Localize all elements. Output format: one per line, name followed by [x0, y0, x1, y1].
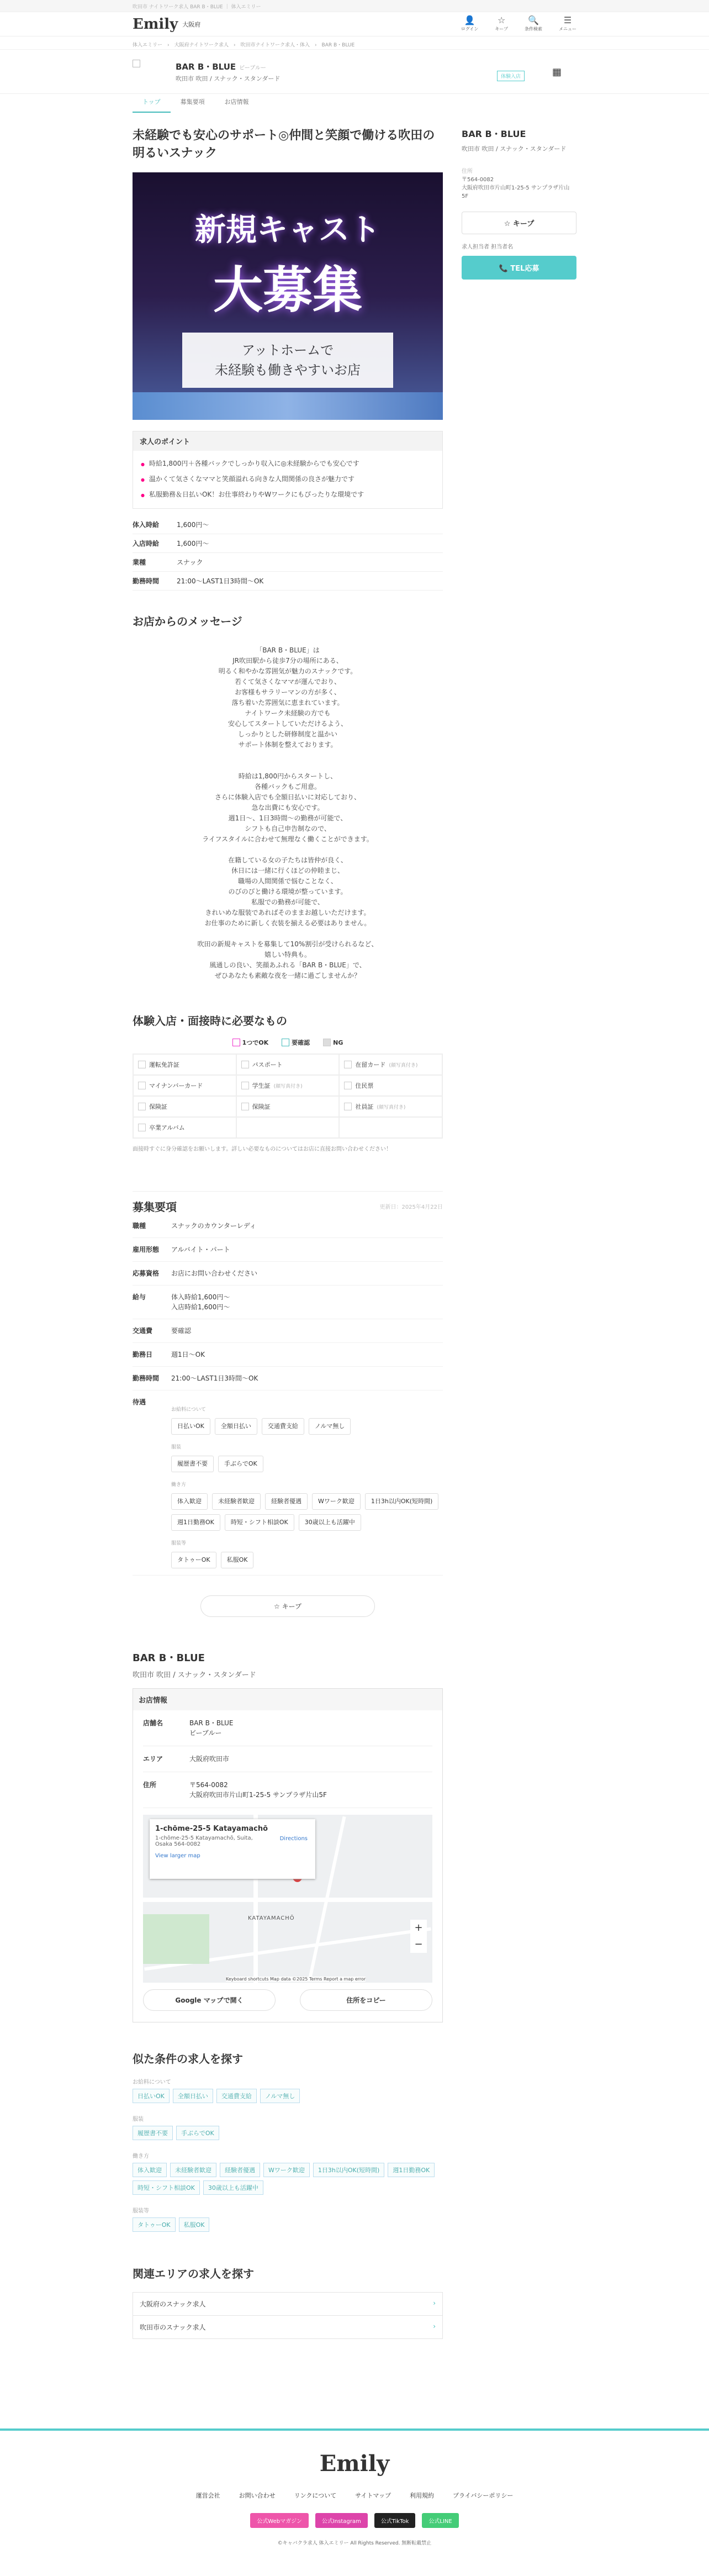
info-key: 店舗名	[143, 1719, 163, 1727]
site-header	[0, 12, 709, 36]
tag[interactable]: 1日3h以内OK(短時間)	[313, 2163, 384, 2177]
id-legend: 1つでOK 要確認 NG	[133, 1038, 443, 1047]
topbar: 吹田市 ナイトワーク求人 BAR B・BLUE ｜ 体入エミリー	[0, 0, 709, 12]
summary-value: 1,600円〜	[177, 540, 209, 547]
id-item	[133, 1054, 236, 1075]
id-note: 面接時すぐに身分確認をお願いします。詳しい必要なものについてはお店に直接お問い合わせください！	[133, 1146, 391, 1152]
info-key: エリア	[143, 1755, 163, 1763]
footer-link[interactable]: 運営会社	[195, 2492, 220, 2499]
tag[interactable]: 時短・シフト相談OK	[133, 2180, 200, 2195]
message-title: お店からのメッセージ	[133, 615, 242, 628]
footer-logo[interactable]: Emily	[319, 2451, 390, 2477]
tag[interactable]: 交通費支給	[216, 2089, 257, 2103]
tag[interactable]: 交通費支給	[262, 1418, 304, 1435]
similar-section	[133, 2050, 443, 2232]
chevron-right-icon: ›	[433, 2322, 436, 2330]
header-ログイン-button[interactable]	[461, 16, 479, 32]
keep-button[interactable]: ☆ キープ	[200, 1595, 375, 1617]
summary-row	[133, 572, 443, 591]
id-name: 運転免許証	[149, 1061, 179, 1068]
side-card	[462, 127, 576, 280]
tag-group-label: お給料について	[171, 1407, 206, 1413]
tag[interactable]: 日払いOK	[133, 2089, 170, 2103]
footer-link[interactable]: プライバシーポリシー	[452, 2492, 514, 2499]
summary-row	[133, 553, 443, 572]
related-label: 大阪府のスナック求人	[140, 2300, 206, 2308]
header-icons	[461, 16, 576, 32]
id-check-icon	[241, 1103, 249, 1110]
site-logo[interactable]: Emily 大阪府	[133, 15, 201, 33]
hero-box: アットホームで 未経験も働きやすいお店	[182, 333, 393, 388]
related-link[interactable]	[133, 2315, 443, 2339]
tag-list	[133, 2089, 443, 2103]
job-points: 求人のポイント ● 時給1,800円＋各種バックでしっかり収入に◎未経験からでも安心です ● 温かくて気さくなママと笑顔溢れる向きな人間関係の良さが魅力です ● 私服勤務＆日払いOK！お仕事終わりやWワークにもぴったりな環境です	[133, 431, 443, 509]
side-address: 住所 〒564-0082 大阪府吹田市片山町1-25-5 サンプラザ片山 5F	[462, 168, 570, 199]
id-check-icon	[138, 1103, 146, 1110]
footer	[0, 2429, 709, 2576]
tag-list	[171, 1418, 443, 1435]
id-check-icon	[241, 1082, 249, 1089]
id-note: (顔写真付き)	[377, 1104, 406, 1110]
shop-message: 「BAR B・BLUE」は JR吹田駅から徒歩7分の場所にある、 明るく和やかな雰囲気が魅力のスナックです。 若くて気さくなママが運んでおり、 お客様もサラリーマンの方が多く、 落ち着いた雰囲気に恵まれています。 ナイトワーク未経験の方でも 安心してスタートしていただけるよう、 しっかりとした研修制度と温かい サポート体制を整えております。 時給は1,800円からスタートし、 各種バックもご用意。 さらに体験入店でも全額日払いに対応しており、 急な出費にも安心です。 週1日〜、1日3時間〜の勤務が可能で、 シフトも自己申告制なので、 ライフスタイルに合わせて無理なく働くことができます。 在籍している女の子たちは皆仲が良く、 休日には一緒に行くほどの仲睦まじ、 職場の人間関係で悩むことなく、 のびのびと働ける環境が整っています。 私服での勤務が可能で、 きれいめな服装であればそのままお越しいただけます。 お仕事のために新しく衣装を揃える必要はありません。 吹田の新規キャストを募集して10%割引が受けられるなど、 嬉しい特典も。 風通しの良い、笑顔あふれる「BAR B・BLUE」で、 ぜひあなたも素敵な夜を一緒に過ごしませんか？	[197, 646, 378, 979]
footer-link[interactable]: 利用規約	[409, 2492, 434, 2499]
copy-address-button[interactable]: 住所をコピー	[300, 1989, 432, 2011]
id-note: (顔写真付き)	[273, 1083, 303, 1089]
header-icon-label: 条件検索	[525, 27, 542, 31]
map-card: 1-chōme-25-5 Katayamachō 1-chōme-25-5 Katayamachō, Suita, Osaka 564-0082 Directions View larger map	[150, 1819, 315, 1879]
id-check-icon	[344, 1103, 352, 1110]
headline: 未経験でも安心のサポート◎仲間と笑顔で働ける吹田の明るいスナック	[133, 129, 435, 160]
id-name: 社員証	[355, 1103, 374, 1110]
footer-link[interactable]: お問い合わせ	[239, 2492, 276, 2499]
footer-link[interactable]: サイトマップ	[355, 2492, 391, 2499]
recruit-key: 職種	[133, 1222, 146, 1230]
tag-list	[171, 1552, 443, 1568]
side-keep-button[interactable]: ☆ キープ	[462, 212, 576, 234]
id-name: 学生証	[252, 1082, 271, 1089]
summary-table	[133, 515, 443, 591]
id-name: パスポート	[252, 1061, 283, 1068]
treatment-row: 待遇 お給料について 日払いOK 全額日払い 交通費支給 ノルマ無し 服装 履歴書不要 手ぶらでOK 働き方 体入歓迎 未経験者歓迎 経験者優遇 Wワーク歓迎 1日3h以内OK(短時間) 週1日勤務OK 時短・シフト相談OK 30歳以上も活躍中 服装等 タトゥーOK 私服OK	[133, 1390, 443, 1576]
id-item	[236, 1096, 340, 1117]
summary-key: 体入時給	[133, 521, 160, 529]
summary-value: 1,600円〜	[177, 521, 209, 529]
header-icon-label: メニュー	[559, 27, 576, 31]
id-item	[236, 1054, 340, 1075]
tag-group-label: 働き方	[133, 2153, 149, 2159]
tag[interactable]: 時短・シフト相談OK	[225, 1514, 294, 1531]
tag[interactable]: ノルマ無し	[309, 1418, 351, 1435]
hero-line1: 新規キャスト	[195, 212, 380, 248]
tel-apply-button[interactable]: 📞 TEL応募	[462, 256, 576, 280]
tag-list	[133, 2163, 443, 2195]
side-shop-name: BAR B・BLUE	[462, 129, 526, 139]
tag-group-label: 服装等	[171, 1541, 187, 1546]
info-box: お店情報 店舗名 BAR B・BLUE ビーブルー エリア 大阪府吹田市 住所 〒564-0082 大阪府吹田市片山町1-25-5 サンプラザ片山5F KATAYAMACHŌ 1-chōme-25-5 Katayamachō 1-chōme-25-5 Katayamachō, Suita, Osaka 564-0082 Directions View larger map + − Keyboard shortcuts Map data ©2025 Terms Report a map error Google マップで開く 住所をコピー	[133, 1688, 443, 2022]
shop-info-name: BAR B・BLUE	[133, 1652, 205, 1664]
shop-category: 吹田市 吹田 / スナック・スタンダード	[176, 75, 281, 82]
shop-info-section	[133, 1650, 443, 2022]
header-icon: ☰	[563, 15, 572, 25]
tag[interactable]: 全額日払い	[173, 2089, 213, 2103]
related-section	[133, 2265, 443, 2339]
recruit-row	[133, 1286, 443, 1319]
tag[interactable]: Wワーク歓迎	[263, 2163, 310, 2177]
id-name: マイナンバーカード	[149, 1082, 203, 1089]
tag[interactable]: 週1日勤務OK	[171, 1514, 220, 1531]
side-shop-sub: 吹田市 吹田 / スナック・スタンダード	[462, 145, 567, 152]
header-icon: 👤	[464, 15, 475, 25]
id-item	[236, 1117, 340, 1138]
recruit-value: アルバイト・パート	[171, 1246, 230, 1253]
id-name: 卒業アルバム	[149, 1124, 185, 1131]
id-check-icon	[138, 1061, 146, 1068]
header-キープ-button[interactable]	[495, 16, 508, 32]
info-row	[143, 1746, 432, 1772]
tag[interactable]: 1日3h以内OK(短時間)	[365, 1493, 438, 1510]
summary-row	[133, 515, 443, 534]
tag[interactable]: 経験者優遇	[265, 1493, 308, 1510]
shop-thumbnail	[133, 60, 140, 67]
tab-1[interactable]: 募集要項	[180, 98, 205, 106]
recruit-key: 雇用形態	[133, 1246, 160, 1253]
id-item	[133, 1096, 236, 1117]
tag-list	[171, 1493, 443, 1531]
chevron-right-icon: ›	[433, 2299, 436, 2307]
related-link[interactable]	[133, 2292, 443, 2316]
recruit-row	[133, 1367, 443, 1390]
shop-tabs	[133, 92, 259, 113]
id-item	[236, 1075, 340, 1096]
tag[interactable]: 手ぶらでOK	[218, 1456, 263, 1472]
update-date: 更新日：2025年4月22日	[379, 1204, 443, 1210]
view-larger-map-link[interactable]: View larger map	[155, 1853, 200, 1859]
summary-key: 業種	[133, 559, 146, 566]
recruit-row	[133, 1343, 443, 1367]
tag[interactable]: Wワーク歓迎	[312, 1493, 361, 1510]
tag[interactable]: 体入歓迎	[133, 2163, 167, 2177]
main-content	[133, 127, 443, 2339]
sns-button[interactable]: 公式LINE	[422, 2513, 458, 2528]
id-check-icon	[344, 1082, 352, 1089]
recruit-row	[133, 1238, 443, 1262]
summary-key: 勤務時間	[133, 577, 160, 585]
map-credit: Keyboard shortcuts Map data ©2025 Terms Report a map error	[226, 1977, 366, 1982]
tab-2[interactable]: お店情報	[224, 98, 249, 106]
header-icon: 🔍	[528, 15, 539, 25]
tag-group-label: 働き方	[171, 1482, 187, 1488]
id-name: 保険証	[149, 1103, 167, 1110]
tag-list	[133, 2126, 443, 2140]
recruit-value: 要確認	[171, 1327, 192, 1335]
tab-0[interactable]: トップ	[133, 92, 171, 113]
tag[interactable]: 未経験者歓迎	[170, 2163, 216, 2177]
id-note: (顔写真付き)	[389, 1062, 418, 1068]
tag-list	[133, 2217, 443, 2232]
recruit-value: 21:00〜LAST1日3時間〜OK	[171, 1374, 258, 1382]
recruit-row	[133, 1319, 443, 1343]
header-条件検索-button[interactable]	[525, 16, 542, 32]
tag[interactable]: 体入歓迎	[171, 1493, 208, 1510]
id-name: 保険証	[252, 1103, 271, 1110]
shop-info-sub: 吹田市 吹田 / スナック・スタンダード	[133, 1671, 256, 1679]
shop-header	[0, 50, 709, 94]
recruit-section	[133, 1191, 443, 1617]
sns-button[interactable]: 公式Webマガジン	[250, 2513, 309, 2528]
sns-button[interactable]: 公式TikTok	[374, 2513, 416, 2528]
summary-row	[133, 534, 443, 553]
tag-group-label: 服装	[171, 1445, 182, 1450]
tag[interactable]: タトゥーOK	[133, 2217, 176, 2232]
tag[interactable]: 30歳以上も活躍中	[299, 1514, 361, 1531]
map-town-label: KATAYAMACHŌ	[248, 1915, 295, 1921]
id-name: 在留カード	[355, 1061, 386, 1068]
recruit-row	[133, 1262, 443, 1286]
id-name: 住民票	[355, 1082, 374, 1089]
tag[interactable]: 履歴書不要	[171, 1456, 214, 1472]
tag[interactable]: 手ぶらでOK	[176, 2126, 219, 2140]
tag[interactable]: 履歴書不要	[133, 2126, 173, 2140]
id-check-icon	[138, 1124, 146, 1131]
recruit-title: 募集要項	[133, 1200, 177, 1214]
tag[interactable]: 私服OK	[221, 1552, 254, 1568]
tag-group-label: 服装等	[133, 2208, 149, 2214]
flower-decoration	[133, 392, 443, 420]
header-icon: ☆	[498, 15, 506, 25]
summary-key: 入店時給	[133, 540, 160, 547]
recruit-key: 交通費	[133, 1327, 153, 1335]
id-item	[339, 1075, 442, 1096]
header-icon-label: ログイン	[461, 27, 479, 31]
area-label: 大阪府	[182, 20, 201, 28]
tag[interactable]: 日払いOK	[171, 1418, 210, 1435]
tag-group-label: 服装	[133, 2116, 144, 2122]
id-grid	[133, 1053, 443, 1139]
id-item	[133, 1075, 236, 1096]
tag[interactable]: 私服OK	[179, 2217, 210, 2232]
info-row	[143, 1710, 432, 1746]
tag-group-label: お給料について	[133, 2079, 171, 2085]
side-contact: 求人担当者 担当者名	[462, 244, 514, 250]
id-item	[339, 1054, 442, 1075]
footer-link[interactable]: リンクについて	[294, 2492, 337, 2499]
id-item	[339, 1096, 442, 1117]
point-item: ● 時給1,800円＋各種バックでしっかり収入に◎未経験からでも安心です	[141, 456, 435, 472]
recruit-key: 給与	[133, 1293, 146, 1301]
id-title: 体験入店・面接時に必要なもの	[133, 1014, 287, 1028]
hero-banner	[133, 172, 443, 420]
tag[interactable]: 週1日勤務OK	[388, 2163, 435, 2177]
recruit-value: 体入時給1,600円〜 入店時給1,600円〜	[171, 1293, 230, 1311]
recruit-value: 週1日〜OK	[171, 1351, 205, 1358]
sidebar	[462, 127, 576, 280]
info-value: 大阪府吹田市	[189, 1755, 230, 1763]
tag[interactable]: 未経験者歓迎	[212, 1493, 261, 1510]
breadcrumb: 体入エミリー › 大阪府ナイトワーク求人 › 吹田市ナイトワーク求人・体入 › BAR B・BLUE	[0, 36, 709, 50]
copyright: ©キャバクラ求人 体入エミリー All Rights Reserved. 無断転載禁止	[277, 2541, 432, 2546]
summary-value: スナック	[177, 559, 203, 566]
tag[interactable]: 30歳以上も活躍中	[203, 2180, 263, 2195]
header-メニュー-button[interactable]	[559, 16, 576, 32]
similar-title: 似た条件の求人を探す	[133, 2052, 243, 2066]
zoom-controls[interactable]: + −	[410, 1920, 427, 1953]
point-item: ● 私服勤務＆日払いOK！お仕事終わりやWワークにもぴったりな環境です	[141, 487, 435, 503]
directions-link[interactable]: Directions	[279, 1836, 308, 1842]
tag[interactable]: ノルマ無し	[260, 2089, 300, 2103]
tag[interactable]: 経験者優遇	[220, 2163, 260, 2177]
info-key: 住所	[143, 1781, 157, 1789]
id-check-icon	[138, 1082, 146, 1089]
tag[interactable]: 全額日払い	[215, 1418, 257, 1435]
grid-icon[interactable]: ▦	[552, 66, 562, 78]
tag[interactable]: タトゥーOK	[171, 1552, 216, 1568]
open-google-maps-button[interactable]: Google マップで開く	[143, 1989, 276, 2011]
sns-button[interactable]: 公式Instagram	[315, 2513, 368, 2528]
recruit-key: 勤務時間	[133, 1374, 160, 1382]
shop-name: BAR B・BLUE ビーブルー	[176, 62, 266, 72]
recruit-value: スナックのカウンターレディ	[171, 1222, 256, 1230]
tag-list	[171, 1456, 443, 1472]
summary-value: 21:00〜LAST1日3時間〜OK	[177, 577, 264, 585]
google-map[interactable]	[143, 1815, 432, 1983]
id-item	[339, 1117, 442, 1138]
recruit-row	[133, 1214, 443, 1238]
recruit-value: お店にお問い合わせください	[171, 1269, 258, 1277]
info-value: 〒564-0082 大阪府吹田市片山町1-25-5 サンプラザ片山5F	[189, 1781, 327, 1799]
id-check-icon	[241, 1061, 249, 1068]
trial-badge: 体験入店	[497, 71, 525, 81]
info-row	[143, 1772, 432, 1808]
id-item	[133, 1117, 236, 1138]
id-check-icon	[344, 1061, 352, 1068]
hero-line2: 大募集	[213, 261, 362, 319]
related-title: 関連エリアの求人を探す	[133, 2267, 254, 2280]
recruit-key: 勤務日	[133, 1351, 153, 1358]
info-value: BAR B・BLUE ビーブルー	[189, 1719, 234, 1737]
recruit-key: 応募資格	[133, 1269, 160, 1277]
related-label: 吹田市のスナック求人	[140, 2324, 206, 2331]
header-icon-label: キープ	[495, 27, 508, 31]
point-item: ● 温かくて気さくなママと笑顔溢れる向きな人間関係の良さが魅力です	[141, 472, 435, 487]
